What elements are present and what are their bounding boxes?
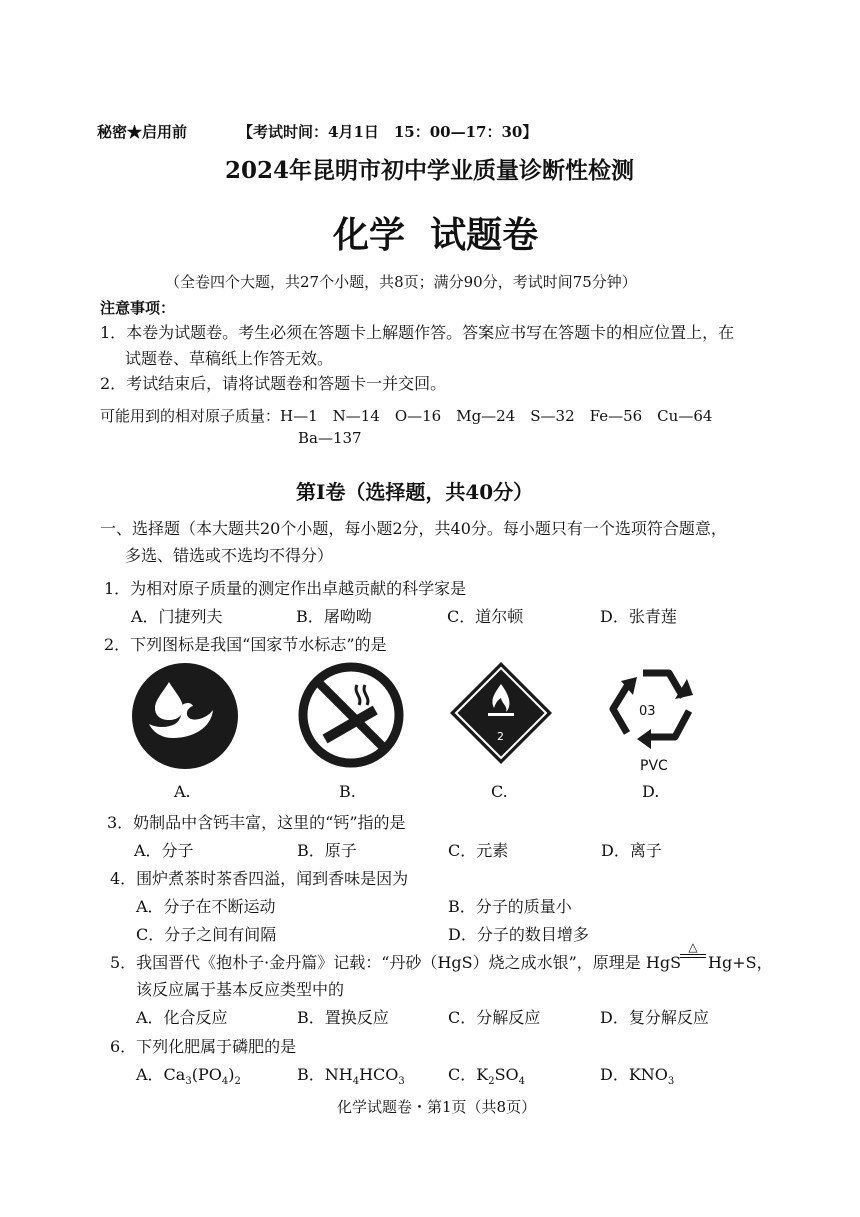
heat-symbol: △ — [688, 940, 698, 954]
question-1-option-b: B．屠呦呦 — [296, 607, 372, 626]
question-5-stem-tail: Hg+S， — [708, 953, 773, 972]
formula-subscript: 3 — [667, 1076, 675, 1088]
question-5-stem-cont: 该反应属于基本反应类型中的 — [136, 980, 345, 999]
secret-label: 秘密★启用前 — [97, 123, 188, 141]
question-5-option-b: B．置换反应 — [297, 1008, 389, 1027]
question-4-option-c: C．分子之间有间隔 — [136, 925, 277, 944]
question-3-stem: 3．奶制品中含钙丰富，这里的“钙”指的是 — [107, 813, 406, 832]
question-6-stem: 6．下列化肥属于磷肥的是 — [110, 1037, 297, 1056]
water-saving-icon — [131, 662, 239, 770]
flammable-gas-icon — [448, 660, 554, 766]
question-2-option-b: B. — [339, 782, 356, 801]
question-1-option-d: D．张青莲 — [600, 607, 677, 626]
recycling-label: PVC — [640, 758, 668, 774]
question-2-option-a: A. — [174, 782, 191, 801]
formula-text: ) — [228, 1065, 235, 1084]
question-2-stem: 2．下列图标是我国“国家节水标志”的是 — [104, 635, 387, 654]
exam-time: 【考试时间：4月1日 15：00—17：30】 — [238, 123, 538, 141]
question-6-option-b — [297, 1062, 405, 1087]
question-6-option-a — [136, 1062, 241, 1087]
question-5-option-d: D．复分解反应 — [600, 1008, 709, 1027]
question-5-option-a: A．化合反应 — [136, 1008, 228, 1027]
flammable-gas-class-number: 2 — [497, 730, 504, 743]
question-4-option-b: B．分子的质量小 — [448, 897, 572, 916]
question-6-option-c — [448, 1062, 525, 1087]
formula-subscript: 4 — [352, 1076, 360, 1088]
formula-text: C．K — [448, 1065, 489, 1084]
formula-subscript: 3 — [185, 1076, 192, 1088]
note-item-1: 1．本卷为试题卷。考生必须在答题卡上解题作答。答案应书写在答题卡的相应位置上，在 — [100, 323, 735, 342]
formula-text: D．KNO — [600, 1065, 668, 1084]
note-item-1-cont: 试题卷、草稿纸上作答无效。 — [125, 349, 334, 368]
question-1-option-a: A．门捷列夫 — [131, 607, 223, 626]
question-3-option-c: C．元素 — [448, 841, 509, 860]
question-3-option-d: D．离子 — [601, 841, 662, 860]
question-6-option-d — [600, 1062, 674, 1087]
subject-title: 化学 试题卷 — [333, 214, 539, 256]
exam-info: （全卷四个大题，共27个小题，共8页；满分90分，考试时间75分钟） — [165, 273, 637, 291]
question-4-option-a: A．分子在不断运动 — [136, 897, 276, 916]
part-1-instructions-cont: 多选、错选或不选均不得分） — [125, 546, 334, 565]
question-4-stem: 4．围炉煮茶时茶香四溢，闻到香味是因为 — [110, 869, 409, 888]
recycling-pvc-icon — [603, 659, 709, 755]
reaction-arrow-line-top — [680, 954, 706, 955]
formula-text: B．NH — [297, 1065, 353, 1084]
question-3-option-a: A．分子 — [134, 841, 194, 860]
atomic-mass-line: 可能用到的相对原子质量：H—1 N—14 O—16 Mg—24 S—32 Fe—56 Cu—64 — [100, 407, 713, 425]
note-item-2: 2．考试结束后，请将试题卷和答题卡一并交回。 — [100, 374, 447, 393]
formula-subscript: 4 — [221, 1076, 229, 1088]
reaction-arrow-line-bottom — [680, 957, 706, 958]
question-1-option-c: C．道尔顿 — [447, 607, 524, 626]
exam-title: 2024年昆明市初中学业质量诊断性检测 — [225, 157, 635, 184]
formula-subscript: 3 — [398, 1076, 405, 1088]
atomic-mass-line-2: Ba—137 — [298, 429, 362, 447]
question-2-option-c: C. — [491, 782, 508, 801]
question-5-stem: 5．我国晋代《抱朴子·金丹篇》记载：“丹砂（HgS）烧之成水银”，原理是 HgS — [110, 953, 682, 972]
question-3-option-b: B．原子 — [297, 841, 357, 860]
page-footer: 化学试题卷・第1页（共8页） — [337, 1098, 537, 1116]
question-4-option-d: D．分子的数目增多 — [448, 925, 589, 944]
question-5-option-c: C．分解反应 — [448, 1008, 541, 1027]
question-2-option-d: D. — [642, 782, 660, 801]
notes-heading: 注意事项： — [100, 299, 176, 317]
section-title: 第Ⅰ卷（选择题，共40分） — [296, 480, 534, 504]
formula-subscript: 2 — [488, 1076, 495, 1088]
formula-subscript: 2 — [234, 1076, 241, 1088]
formula-text: SO — [494, 1065, 519, 1084]
formula-text: HCO — [359, 1065, 399, 1084]
formula-text: (PO — [191, 1065, 222, 1084]
part-1-instructions: 一、选择题（本大题共20个小题，每小题2分，共40分。每小题只有一个选项符合题意， — [100, 519, 727, 538]
recycling-code: 03 — [639, 704, 656, 719]
question-1-stem: 1．为相对原子质量的测定作出卓越贡献的科学家是 — [104, 579, 467, 598]
formula-text: A．Ca — [136, 1065, 186, 1084]
formula-subscript: 4 — [518, 1076, 526, 1088]
no-smoking-icon — [297, 661, 405, 769]
